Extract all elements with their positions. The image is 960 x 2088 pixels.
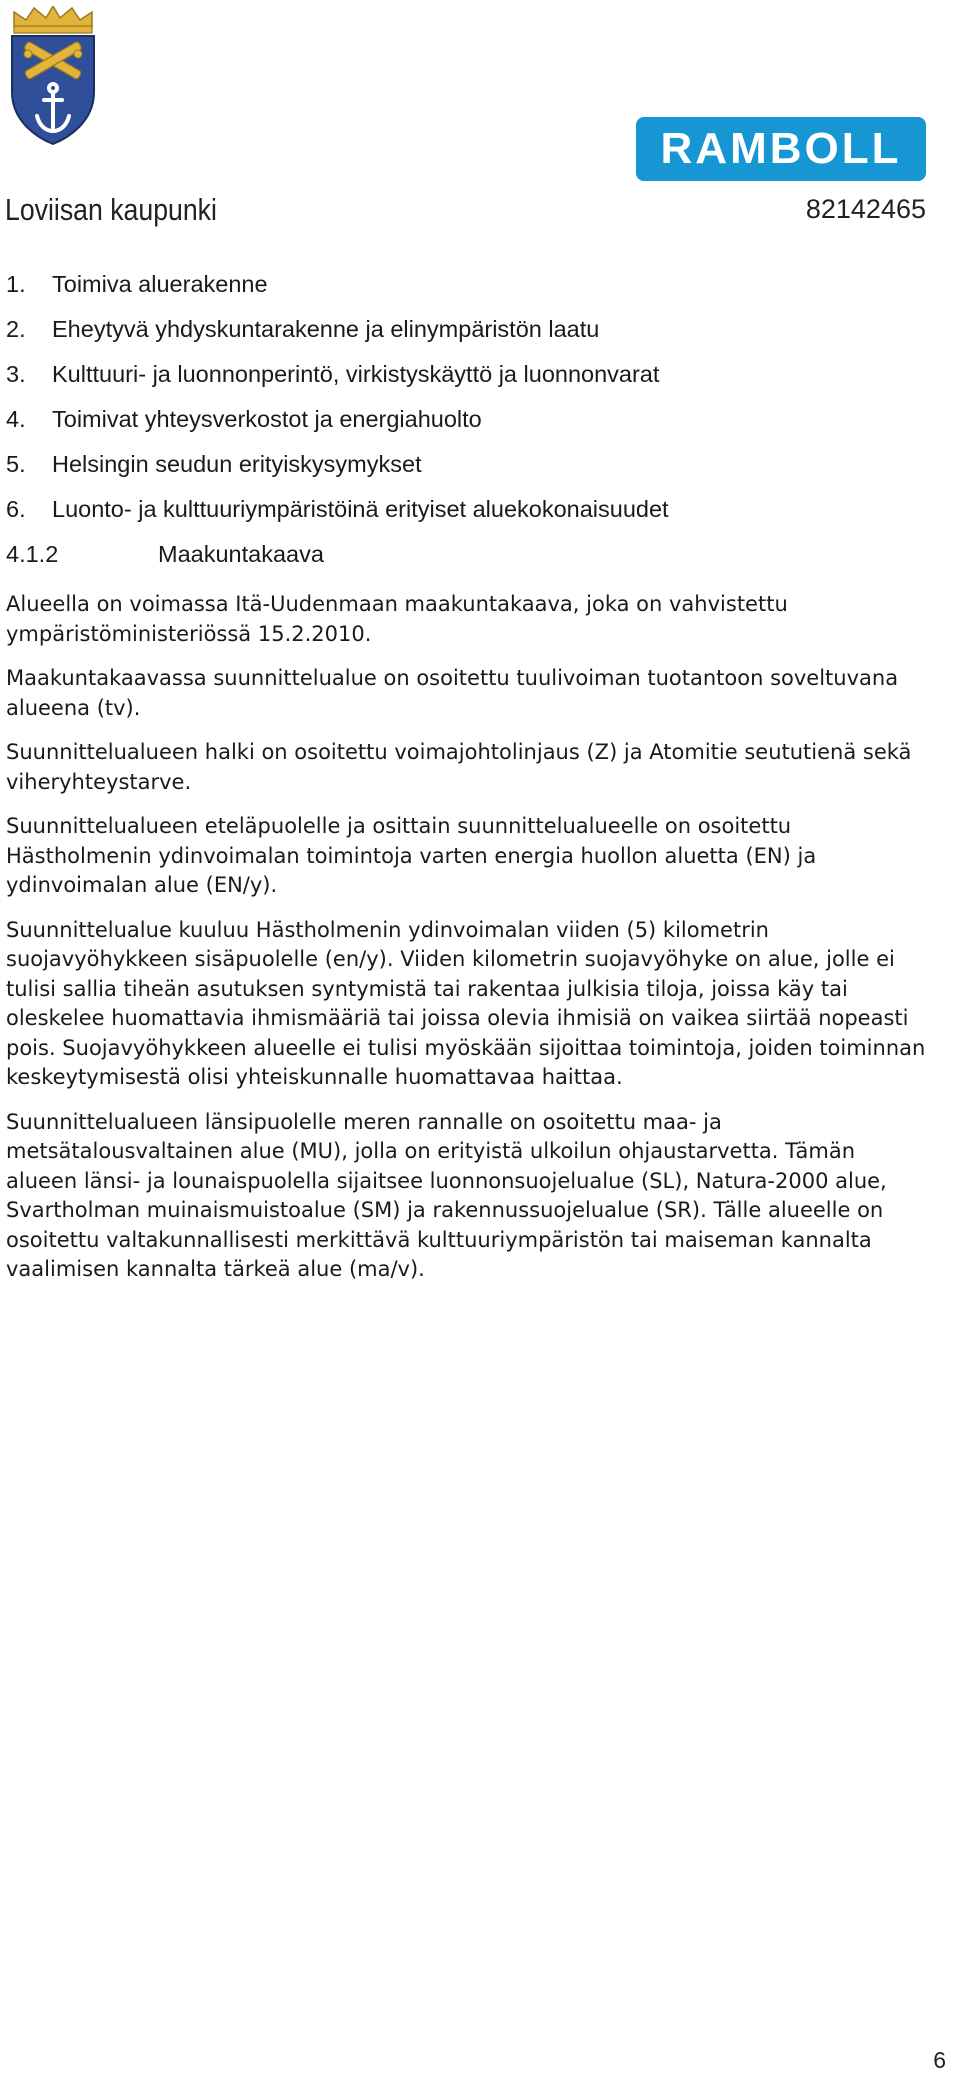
section-title: Maakuntakaava xyxy=(158,541,324,567)
section-heading xyxy=(6,532,926,577)
list-item-text: Eheytyvä yhdyskuntarakenne ja elinympäristön laatu xyxy=(52,316,600,342)
project-number: 82142465 xyxy=(805,194,926,224)
objectives-list xyxy=(6,262,926,532)
page-number: 6 xyxy=(933,2047,946,2073)
list-item-number: 2. xyxy=(6,316,26,342)
municipality-name: Loviisan kaupunki xyxy=(5,192,217,227)
paragraph: Maakuntakaavassa suunnittelualue on osoitettu tuulivoiman tuotantoon soveltuvana alueena (tv). xyxy=(6,666,899,720)
list-item xyxy=(6,352,926,397)
list-item-text: Luonto- ja kulttuuriympäristöinä erityiset aluekokonaisuudet xyxy=(52,496,669,522)
list-item-number: 5. xyxy=(6,451,26,477)
ramboll-logo-text: RAMBOLL xyxy=(660,124,902,173)
paragraph: Alueella on voimassa Itä-Uudenmaan maakuntakaava, joka on vahvistettu ympäristöministeriössä 15.2.2010. xyxy=(6,592,788,646)
list-item-number: 6. xyxy=(6,496,26,522)
list-item-number: 4. xyxy=(6,406,26,432)
list-item-number: 3. xyxy=(6,361,26,387)
list-item-text: Kulttuuri- ja luonnonperintö, virkistyskäyttö ja luonnonvarat xyxy=(52,361,660,387)
paragraph: Suunnittelualueen halki on osoitettu voimajohtolinjaus (Z) ja Atomitie seututienä sekä viheryhteystarve. xyxy=(6,740,912,794)
list-item xyxy=(6,397,926,442)
loviisa-crest-icon xyxy=(8,6,98,146)
list-item-number: 1. xyxy=(6,271,26,297)
list-item xyxy=(6,307,926,352)
list-item-text: Toimiva aluerakenne xyxy=(52,271,268,297)
list-item-text: Helsingin seudun erityiskysymykset xyxy=(52,451,422,477)
paragraph: Suunnittelualueen eteläpuolelle ja osittain suunnittelualueelle on osoitettu Hästholmenin ydinvoimalan toimintoja varten energia huollon aluetta (EN) ja ydinvoimalan alue (EN/y). xyxy=(6,814,817,897)
paragraph: Suunnittelualue kuuluu Hästholmenin ydinvoimalan viiden (5) kilometrin suojavyöhykkeen sisäpuolelle (en/y). Viiden kilometrin suojavyöhyke on alue, jolle ei tulisi sallia tiheän asutuksen syntymistä tai rakentaa julkisia tiloja, joissa käy tai oleskelee huomattavia ihmismääriä tai joissa olevia ihmisiä on vaikea siirtää nopeasti pois. Suojavyöhykkeen alueelle ei tulisi myöskään sijoittaa toimintoja, joiden toiminnan keskeytymisestä olisi yhteiskunnalle huomattavaa haittaa. xyxy=(6,917,926,1089)
list-item-text: Toimivat yhteysverkostot ja energiahuolto xyxy=(52,406,482,432)
list-item xyxy=(6,487,926,532)
ramboll-logo xyxy=(636,117,926,181)
document-body xyxy=(6,262,926,1300)
list-item xyxy=(6,262,926,307)
list-item xyxy=(6,442,926,487)
paragraph: Suunnittelualueen länsipuolelle meren rannalle on osoitettu maa- ja metsätalousvaltainen alue (MU), jolla on erityistä ulkoilun ohjaustarvetta. Tämän alueen länsi- ja lounaispuolella sijaitsee luonnonsuojelualue (SL), Natura-2000 alue, Svartholman muinaismuistoalue (SM) ja rakennussuojelualue (SR). Tälle alueelle on osoitettu valtakunnallisesti merkittävä kulttuuriympäristön tai maiseman kannalta vaalimisen kannalta tärkeä alue (ma/v). xyxy=(6,1109,887,1281)
section-number: 4.1.2 xyxy=(6,541,59,567)
page-header xyxy=(0,0,960,240)
